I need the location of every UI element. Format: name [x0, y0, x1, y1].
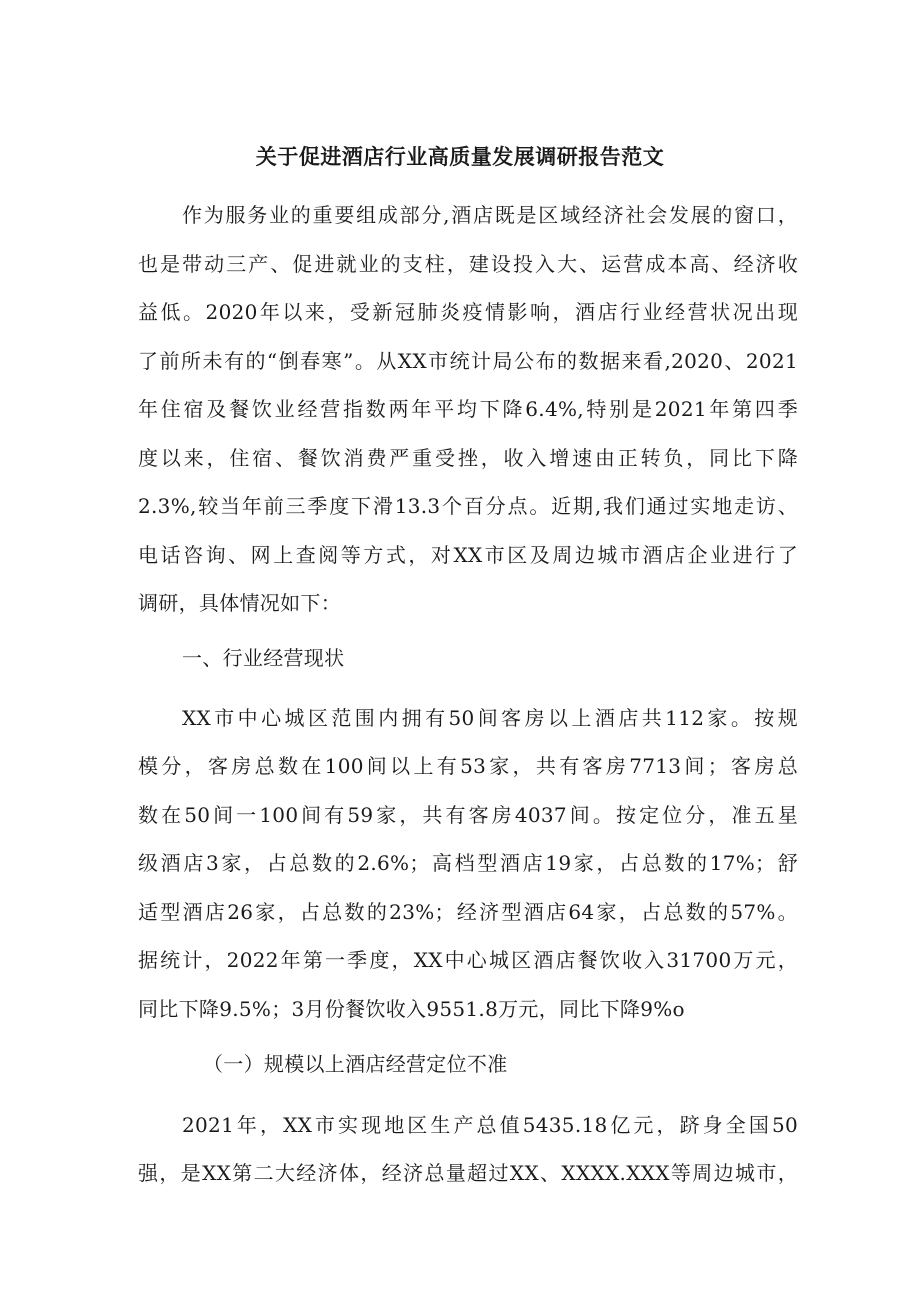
- intro-line: 电话咨询、网上查阅等方式，对XX市区及周边城市酒店企业进行了: [138, 543, 798, 567]
- section-body-line: 适型酒店26家，占总数的23%；经济型酒店64家，占总数的57%。: [138, 900, 798, 924]
- section-body-line: 同比下降9.5%；3月份餐饮收入9551.8万元，同比下降9%o: [138, 997, 685, 1021]
- intro-line: 年住宿及餐饮业经营指数两年平均下降6.4%,特别是2021年第四季: [138, 397, 798, 421]
- section-body-line: 据统计，2022年第一季度，XX中心城区酒店餐饮收入31700万元，: [138, 948, 798, 972]
- section-body-line: 模分，客房总数在100间以上有53家，共有客房7713间；客房总: [138, 754, 798, 778]
- document-title: 关于促进酒店行业高质量发展调研报告范文: [255, 145, 665, 169]
- intro-line: 调研，具体情况如下：: [138, 591, 341, 615]
- section-body-line: 级酒店3家，占总数的2.6%；高档型酒店19家，占总数的17%；舒: [138, 851, 798, 875]
- intro-line: 2.3%,较当年前三季度下滑13.3个百分点。近期,我们通过实地走访、: [138, 494, 798, 518]
- section-body-line: 数在50间一100间有59家，共有客房4037间。按定位分，准五星: [138, 803, 798, 827]
- intro-line: 了前所未有的“倒春寒”。从XX市统计局公布的数据来看,2020、2021: [138, 349, 798, 373]
- intro-line: 度以来，住宿、餐饮消费严重受挫，收入增速由正转负，同比下降: [138, 446, 798, 470]
- section-heading: 一、行业经营现状: [182, 646, 345, 670]
- intro-line: 作为服务业的重要组成部分,酒店既是区域经济社会发展的窗口，: [182, 203, 798, 227]
- subsection-heading: （一）规模以上酒店经营定位不准: [203, 1052, 508, 1076]
- subsection-body-line: 2021年，XX市实现地区生产总值5435.18亿元，跻身全国50: [182, 1113, 798, 1137]
- subsection-body-line: 强，是XX第二大经济体，经济总量超过XX、XXXX.XXX等周边城市，: [138, 1161, 798, 1185]
- section-body-line: XX市中心城区范围内拥有50间客房以上酒店共112家。按规: [182, 706, 798, 730]
- intro-line: 益低。2020年以来，受新冠肺炎疫情影响，酒店行业经营状况出现: [138, 300, 798, 324]
- intro-line: 也是带动三产、促进就业的支柱，建设投入大、运营成本高、经济收: [138, 252, 798, 276]
